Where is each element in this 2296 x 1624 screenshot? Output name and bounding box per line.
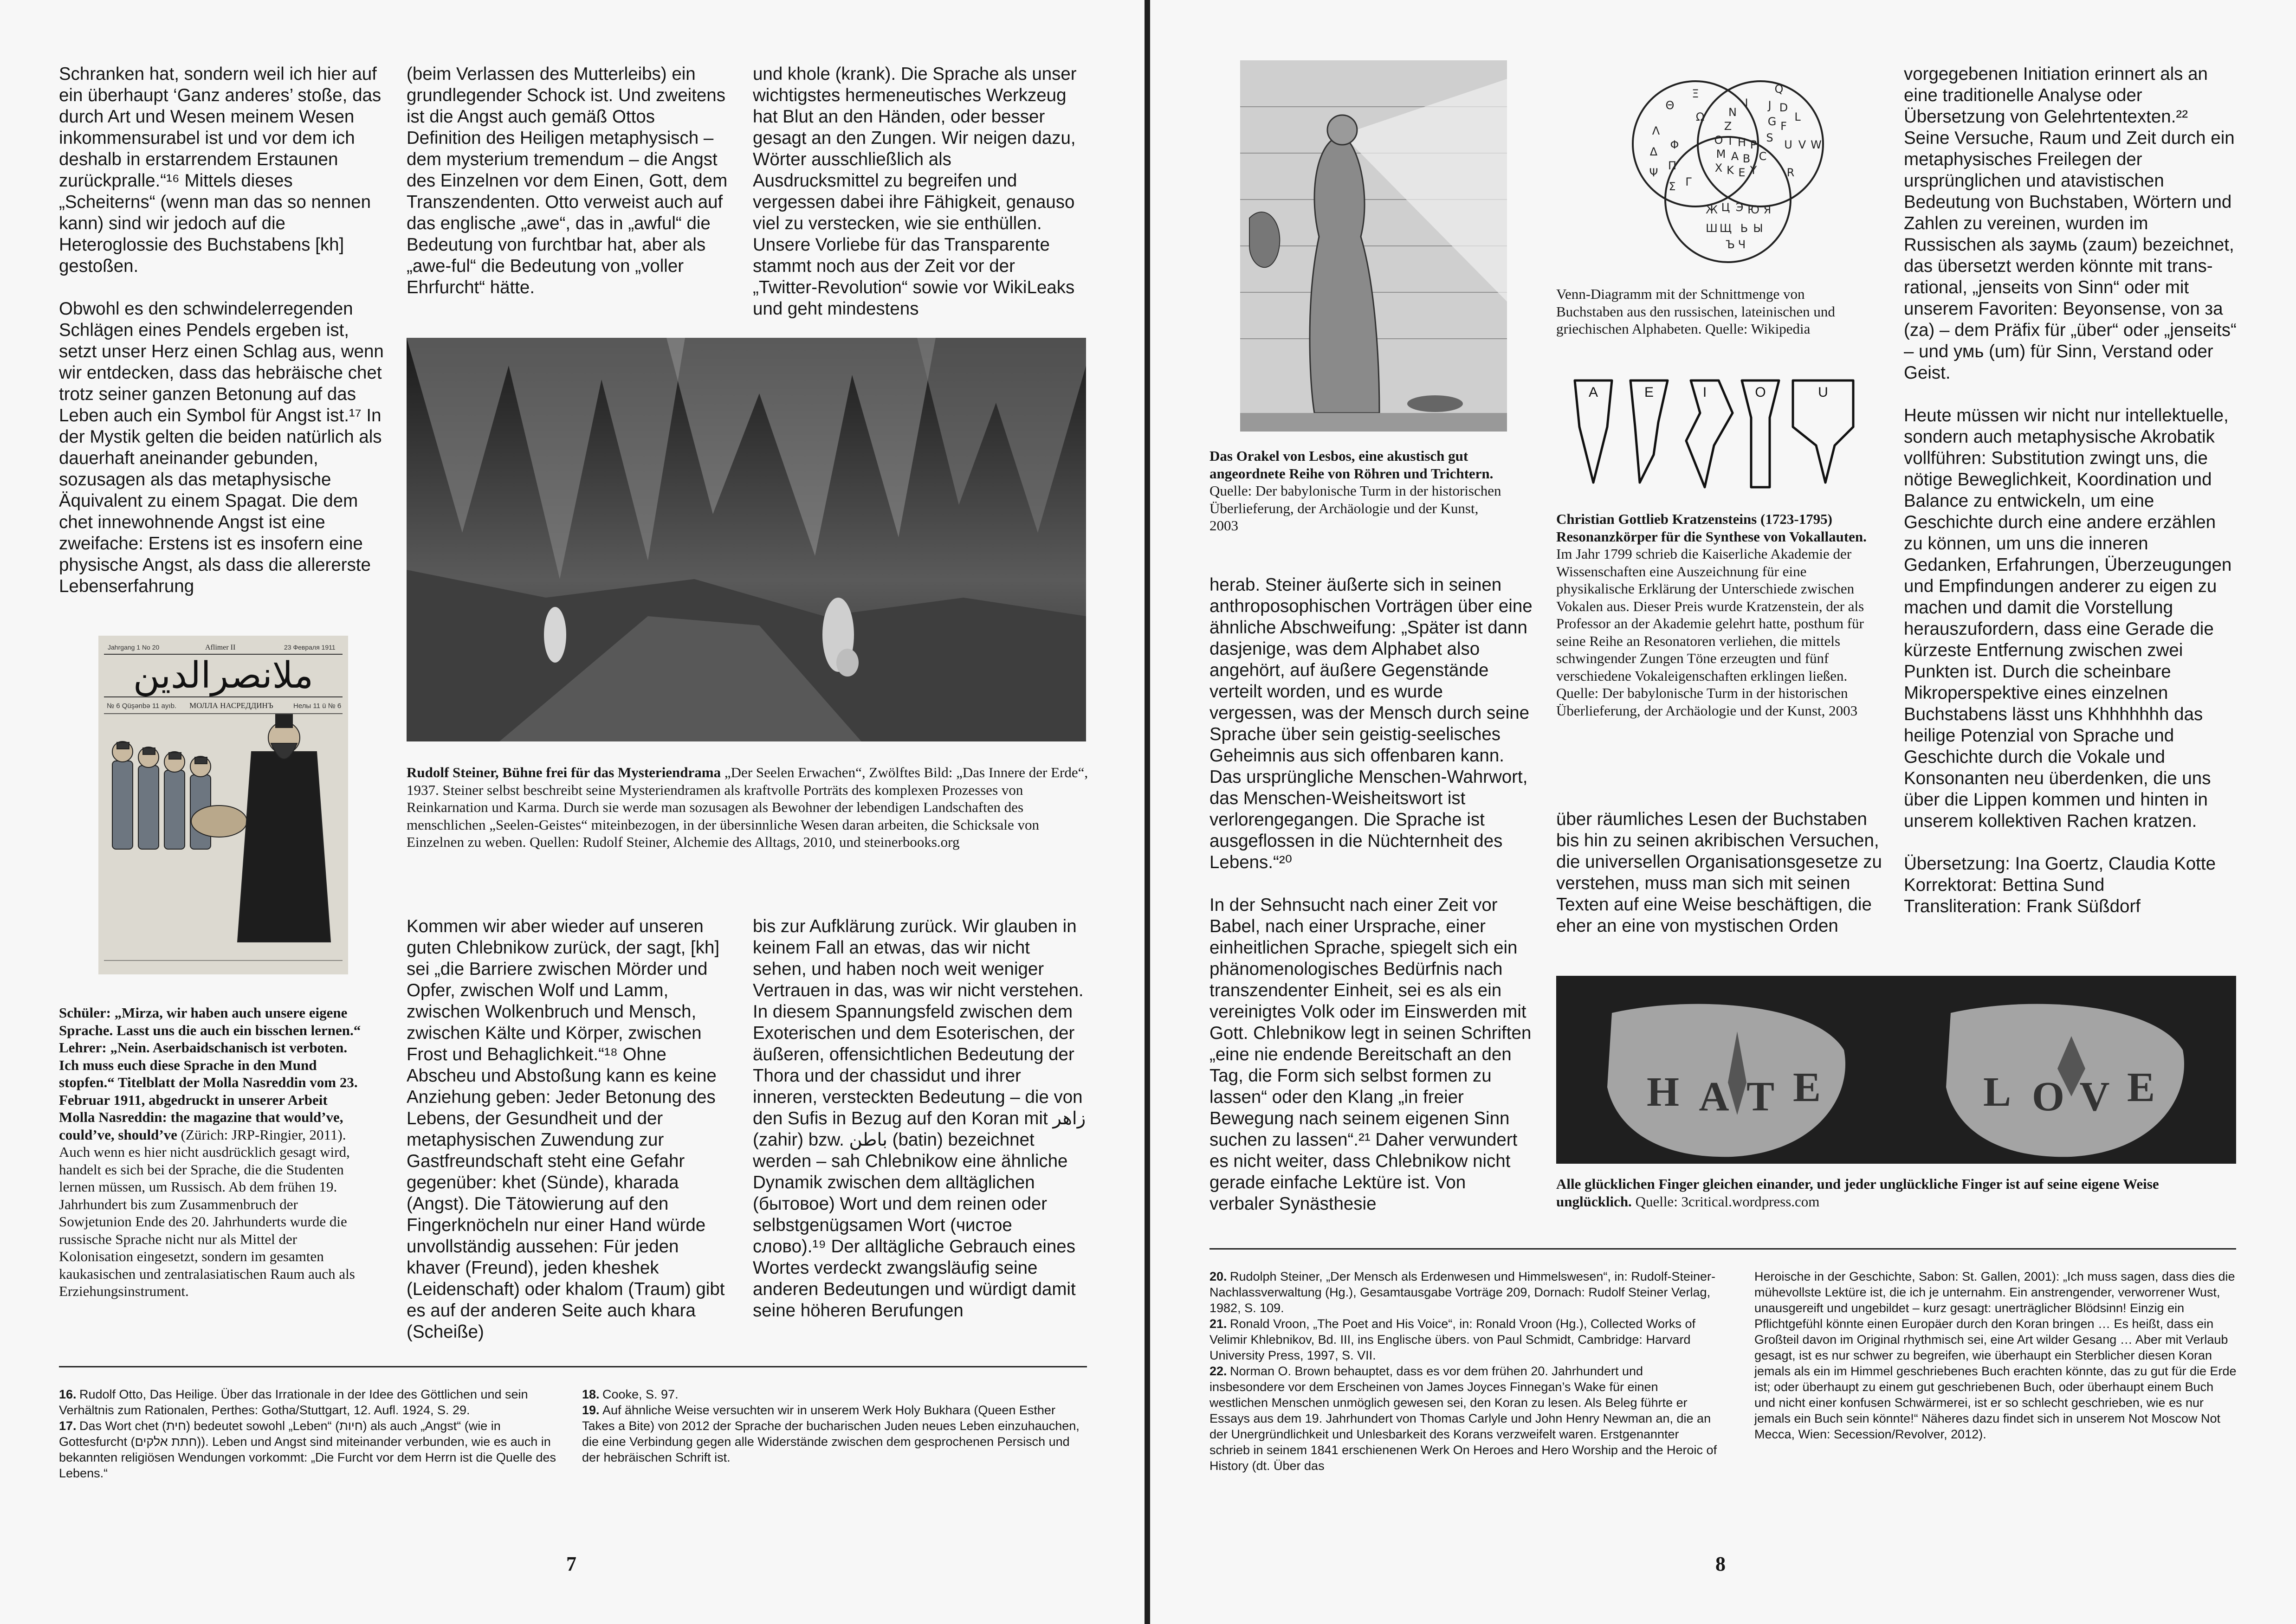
- venn-greek-letter: Ω: [1695, 110, 1705, 123]
- venn-greek-letter: Φ: [1670, 138, 1679, 151]
- right-column-1: [1209, 574, 1534, 1236]
- footnotes-left-col1: [59, 1386, 560, 1481]
- footnote-text: Das Wort chet (חית) bedeutet sowohl „Leben“ (חיות) als auch „Angst“ (wie in Gottesfurcht (חתת אלקים)). Leben und Angst sind miteinander verbunden, wie es auch in bekannten religiösen Wendungen vorkommt: „Die Furcht vor dem Herrn ist die Quelle des Lebens.“: [59, 1419, 556, 1480]
- venn-latin-letter: U: [1784, 138, 1792, 151]
- oracle-of-lesbos-engraving: [1240, 60, 1507, 432]
- venn-greek-letter: Δ: [1649, 145, 1658, 158]
- tattoo-letter: T: [1746, 1074, 1775, 1120]
- molla-nasreddin-cover-image: [98, 636, 348, 974]
- vowel-label: A: [1588, 385, 1598, 400]
- venn-latin-letter: V: [1798, 138, 1806, 151]
- venn-latin-letter: S: [1766, 131, 1773, 144]
- footnote-text: Ronald Vroon, „The Poet and His Voice“, in: Ronald Vroon (Hg.), Collected Works of Velimir Khlebnikov, Bd. III, ins Englische übers. von Paul Schmidt, Cambridge: Harvard University Press, 1997, S. VII.: [1209, 1317, 1695, 1362]
- right-column-2: [1556, 809, 1890, 958]
- venn-greek-letter: Λ: [1652, 124, 1660, 137]
- venn-greek-letter: Π: [1668, 159, 1677, 172]
- paragraph: herab. Steiner äußerte sich in seinen anthroposophischen Vorträgen über eine ähnliche Abschweifung: „Später ist dann dasjenige, was dem Alphabet also angehört, auf äußere Gegenstände verteilt worden, und es wurde vergessen, was der Mensch durch seine Sprache über sein geistig-seelisches Geheimnis aus sich offenbaren kann. Das ursprüngliche Menschen-Wahrwort, das Menschen-Weisheitswort ist verlorengegangen. Die Sprache ist ausgeflossen in die Nüchternheit des Lebens.“²⁰: [1209, 575, 1533, 872]
- vowel-label: O: [1755, 385, 1766, 400]
- venn-center-letter: Y: [1750, 164, 1757, 177]
- caption-text: Quelle: Der babylonische Turm in der historischen Überlieferung, der Archäologie und der Kunst, 2003: [1209, 483, 1501, 534]
- venn-latin-letter: W: [1811, 138, 1822, 151]
- masthead-arabic-title: ملانصرالدين: [133, 655, 314, 696]
- venn-latin-letter: F: [1780, 120, 1787, 133]
- venn-greek-letter: Θ: [1665, 99, 1675, 112]
- left-page: [0, 0, 1146, 1624]
- caption-bold: Christian Gottlieb Kratzensteins (1723-1795) Resonanzkörper für die Synthese von Vokallauten.: [1556, 511, 1867, 545]
- venn-center-letter: X: [1714, 161, 1723, 174]
- tattoo-letter: V: [2079, 1074, 2110, 1120]
- venn-latin-letter: Q: [1774, 83, 1784, 96]
- paragraph: vorgegebenen Initiation erinnert als an eine traditionelle Analyse oder Übersetzung von Gelehrtentexten.²² Seine Versuche, Raum und Zeit durch ein metaphysisches Freilegen der ursprünglichen und atavistischen Bedeutung von Buchstaben, Wörtern und Zahlen zu vereinen, wurden im Russischen als заумь (zaum) bezeichnet, das übersetzt werden könnte mit trans-rational, „jenseits von Sinn“ oder mit unserem Favoriten: Beyonsense, von за (za) – dem Präfix für „über“ oder „jenseits“ – und умь (um) für Sinn, Verstand oder Geist.: [1904, 64, 2237, 383]
- venn-greek-letter: Ξ: [1692, 87, 1699, 100]
- caption-steiner: [407, 764, 1089, 851]
- left-column-3-bottom: [753, 916, 1087, 1343]
- footnote-text: Auf ähnliche Weise versuchten wir in unserem Werk Holy Bukhara (Queen Esther Takes a Bite) von 2012 der Sprache der bucharischen Juden neues Leben einzuhauchen, die eine Verbindung gegen alle Widerstände zwischen dem gesprochenen Persisch und der hebräischen Schrift ist.: [582, 1403, 1080, 1464]
- tattoo-letter: E: [2127, 1064, 2155, 1110]
- page-number-left: 7: [566, 1553, 576, 1575]
- vowel-label: I: [1702, 385, 1707, 400]
- paragraph: bis zur Aufklärung zurück. Wir glauben in keinem Fall an etwas, das wir nicht sehen, und haben noch weit weniger Vertrauen in das, was wir nicht verstehen. In diesem Spannungsfeld zwischen dem Exoterischen und dem Esoterischen, der äußeren, offensichtlichen Bedeutung der Thora und der chassidut und ihrer inneren, versteckten Bedeutung – die von den Sufis in Bezug auf den Koran mit زاهر (zahir) bzw. باطن (batin) bezeichnet werden – sah Chlebnikow eine ähnliche Dynamik zwischen dem alltäglichen (бытовое) Wort und dem reinen oder selbstgenügsamen Wort (чистое слово).¹⁹ Der alltägliche Gebrauch eines Wortes verdeckt zwangsläufig seine anderen Bedeutungen und würdigt damit seine höheren Berufungen: [753, 916, 1086, 1321]
- footnote-rule: [1209, 1248, 2236, 1250]
- tattoo-letter: O: [2031, 1074, 2065, 1120]
- footnote-text: Rudolph Steiner, „Der Mensch als Erdenwesen und Himmelswesen“, in: Rudolf-Steiner-Nachlassverwaltung (Hg.), Gesamtausgabe Vorträge 209, Dornach: Rudolf Steiner Verlag, 1982, S. 109.: [1209, 1270, 1715, 1315]
- caption-text: Venn-Diagramm mit der Schnittmenge von Buchstaben aus den russischen, lateinischen und griechischen Alphabeten. Quelle: Wikipedia: [1556, 286, 1835, 337]
- footnote-rule: [59, 1366, 1087, 1367]
- left-column-1-top: [59, 64, 384, 619]
- footnote-text: Rudolf Otto, Das Heilige. Über das Irrationale in der Idee des Göttlichen und sein Verhältnis zum Rationalen, Perthes: Gotha/Stuttgart, 12. Aufl. 1924, S. 29.: [59, 1387, 528, 1417]
- caption-bold: Rudolf Steiner, Bühne frei für das Mysteriendrama: [407, 764, 721, 780]
- vowel-label: E: [1644, 385, 1654, 400]
- kratzenstein-resonators-drawing: [1565, 371, 1863, 492]
- venn-center-letter: H: [1737, 136, 1746, 149]
- masthead-sub-right: Нелы 11 ü № 6: [293, 702, 342, 710]
- paragraph: über räumliches Lesen der Buchstaben bis hin zu seinen akribischen Versuchen, die universellen Organisationsgesetze zu verstehen, muss man sich mit seinen Texten auf eine Weise beschäftigen, die eher an eine von mystischen Orden: [1556, 809, 1882, 936]
- footnote-number: 22.: [1209, 1364, 1227, 1378]
- venn-center-letter: M: [1716, 148, 1726, 161]
- footnote-number: 20.: [1209, 1270, 1227, 1283]
- venn-latin-letter: G: [1767, 115, 1777, 128]
- caption-oracle-of-lesbos: [1209, 447, 1507, 535]
- venn-cyrillic-letter: Ю: [1747, 203, 1759, 216]
- caption-venn-diagram: [1556, 285, 1872, 338]
- venn-cyrillic-letter: Я: [1763, 203, 1772, 216]
- venn-cyrillic-letter: Ы: [1753, 222, 1763, 235]
- footnote-number: 16.: [59, 1387, 77, 1401]
- hate-love-knuckle-tattoo-photo: [1556, 976, 2236, 1164]
- venn-cyrillic-letter: Ъ: [1726, 238, 1735, 251]
- tattoo-letter: L: [1983, 1069, 2011, 1115]
- credit-translation: Übersetzung: Ina Goertz, Claudia Kotte: [1904, 854, 2216, 874]
- venn-cyrillic-letter: Щ: [1719, 222, 1732, 235]
- tattoo-letter: A: [1699, 1074, 1729, 1120]
- venn-center-letter: C: [1759, 150, 1767, 163]
- left-column-2-bottom: [407, 916, 731, 1364]
- masthead-sub-left: № 6 Qüşənbə 11 ayıb.: [107, 702, 177, 710]
- venn-cyrillic-letter: Ч: [1738, 238, 1746, 251]
- footnote-text: Cooke, S. 97.: [602, 1387, 679, 1401]
- venn-latin-letter: I: [1745, 97, 1748, 110]
- paragraph: Heute müssen wir nicht nur intellektuelle, sondern auch metaphysische Akrobatik vollführen: Substitution zwingt uns, die nötige Beweglichkeit, Koordination und Balance zu entwickeln, um eine Geschichte durch eine andere erzählen zu können, um uns die inneren Gedanken, Erfahrungen, Überzeugungen und Empfindungen anderer zu eigen zu machen und damit die Vorstellung herauszufordern, dass eine Gerade die kürzeste Entfernung zwischen zwei Punkten ist. Durch die scheinbare Mikroperspektive eines einzelnen Buchstabens lässt uns Khhhhhhh das heilige Potenzial von Sprache und Geschichte durch die Vokale und Konsonanten neu überdenken, die uns über die Lippen kommen und hinten in unserem kollektiven Rachen kratzen.: [1904, 406, 2232, 831]
- credit-proofreading: Korrektorat: Bettina Sund: [1904, 875, 2105, 895]
- venn-cyrillic-letter: Э: [1735, 201, 1744, 214]
- paragraph: und khole (krank). Die Sprache als unser wichtigstes hermeneutisches Werkzeug hat Blut an den Händen, oder besser gesagt an den Zungen. Wir neigen dazu, Wörter ausschließlich als Ausdrucksmittel zu begreifen und vergessen dabei ihre Fähigkeit, genauso viel zu verstecken, wie sie enthüllen. Unsere Vorliebe für das Transparente stammt noch aus der Zeit vor der „Twitter-Revolution“ sowie vor WikiLeaks und geht mindestens: [753, 64, 1077, 319]
- venn-latin-letter: L: [1794, 110, 1801, 123]
- venn-center-letter: T: [1727, 135, 1734, 148]
- paragraph: (beim Verlassen des Mutterleibs) ein grundlegender Schock ist. Und zweitens ist die Angst auch gemäß Ottos Definition des Heiligen metaphysisch – dem mysterium tremendum – die Angst des Einzelnen vor dem Einen, Gott, dem Transzendenten. Otto verweist auch auf das englische „awe“, das in „awful“ die Bedeutung von furchtbar hat, aber als „awe-ful“ die Bedeutung von „voller Ehrfurcht“ hätte.: [407, 64, 728, 297]
- venn-greek-letter: Σ: [1669, 180, 1676, 193]
- venn-center-letter: K: [1727, 164, 1734, 177]
- masthead-sub-center: МОЛЛА НАСРЕДДИНЪ: [189, 701, 273, 710]
- caption-bold: Alle glücklichen Finger gleichen einander, und jeder unglückliche Finger ist auf seine eigene Weise unglücklich.: [1556, 1176, 2159, 1210]
- venn-center-letter: P: [1750, 138, 1757, 151]
- left-column-3-top: [753, 64, 1078, 341]
- vowel-label: U: [1818, 385, 1828, 400]
- paragraph: Obwohl es den schwindelerregenden Schlägen eines Pendels ergeben ist, setzt unser Herz einen Schlag aus, wenn wir entdecken, dass das hebräische chet trotz seiner ganzen Betonung auf das Leben auch ein Symbol für Angst ist.¹⁷ In der Mystik gelten die beiden natürlich als dauerhaft aneinander gebunden, sozusagen als das metaphysische Äquivalent zu einem Spagat. Die dem chet innewohnende Angst ist eine zweifache: Erstens ist es insofern eine physische Angst, als dass die allererste Lebenserfahrung: [59, 299, 384, 596]
- venn-center-letter: B: [1742, 152, 1751, 165]
- footnote-number: 21.: [1209, 1317, 1227, 1331]
- footnote-text: Norman O. Brown behauptet, dass es vor dem frühen 20. Jahrhundert und insbesondere vor dem Erscheinen von James Joyces Finnegan’s Wake für einen westlichen Menschen unmöglich gewesen sei, den Koran zu lesen. Als Beleg führte er Essays aus dem 19. Jahrhundert von Thomas Carlyle und John Henry Newman an, die an der Unergründlichkeit und Unlesbarkeit des Korans verzweifelt waren. Erstgenannter schrieb in seinem 1841 erschienenen Werk On Heroes and Hero Worship and the Heroic of History (dt. Über das: [1209, 1364, 1717, 1473]
- tattoo-letter: E: [1792, 1064, 1821, 1110]
- caption-bold: Schüler: „Mirza, wir haben auch unsere eigene Sprache. Lasst uns die auch ein bisschen lernen.“ Lehrer: „Nein. Aserbaidschanisch ist verboten. Ich muss euch diese Sprache in den Mund stopfen.“ Titelblatt der Molla Nasreddin vom 23. Februar 1911, abgedruckt in unserer Arbeit Molla Nasreddin: the magazine that would’ve, could’ve, should’ve: [59, 1005, 361, 1143]
- footnote-continuation: Heroische in der Geschichte, Sabon: St. Gallen, 2001): „Ich muss sagen, dass dies die mühevollste Lektüre ist, die ich je unternahm. Ein anstrengender, verworrener Wust, unausgereift und ungebildet – kurz gesagt: unerträglicher Blödsinn! Einzig ein Pflichtgefühl könnte einen Europäer durch den Koran bringen … Es heißt, dass ein Großteil davon im Original rhythmisch sei, eine Art wilder Gesang … Aber mit Verlaub gesagt, ist es nur schwer zu begreifen, wie überhaupt ein Sterblicher diesen Koran jemals als ein im Himmel geschriebenes Buch erachten könnte, das zu gut für die Erde ist; oder überhaupt zu einem gut geschriebenen Buch, oder überhaupt einem Buch und nicht einer konfusen Schwärmerei, ist er so schlecht geschrieben, wie es nur jemals ein Buch sein könnte!“ Näheres dazu findet sich in unserem Not Moscow Not Mecca, Wien: Secession/Revolver, 2012).: [1754, 1270, 2237, 1441]
- caption-tattoo: [1556, 1175, 2229, 1210]
- caption-text: Quelle: 3critical.wordpress.com: [1631, 1193, 1820, 1210]
- footnotes-right-col1: [1209, 1269, 1720, 1474]
- venn-cyrillic-letter: Ь: [1740, 222, 1748, 235]
- venn-latin-letter: Z: [1724, 120, 1732, 133]
- footnote-number: 18.: [582, 1387, 600, 1401]
- venn-center-letter: E: [1738, 166, 1746, 179]
- paragraph: Kommen wir aber wieder auf unseren guten Chlebnikow zurück, der sagt, [kh] sei „die Barriere zwischen Mörder und Opfer, zwischen Wolf und Lamm, zwischen Wolkenbruch und Mensch, zwischen Kälte und Körper, zwischen Frost und Behaglichkeit.“¹⁸ Ohne Abscheu und Abstoßung kann es keine Anziehung geben: Jeder Betonung des Lebens, der Gesundheit und der metaphysischen Zuwendung zur Gastfreundschaft steht eine Gefahr gegenüber: khet (Sünde), kharada (Angst). Die Tätowierung auf den Fingerknöcheln nur einer Hand würde unvollständig aussehen: Für jeden khaver (Freund), jeden kheshek (Leidenschaft) oder khalom (Traum) gibt es auf der anderen Seite auch khara (Scheiße): [407, 916, 725, 1342]
- footnote-number: 17.: [59, 1419, 77, 1433]
- steiner-mystery-drama-photo: [407, 338, 1086, 741]
- venn-latin-letter: J: [1768, 99, 1772, 112]
- venn-latin-letter: N: [1728, 106, 1737, 119]
- left-column-2-top: [407, 64, 731, 320]
- venn-center-letter: A: [1731, 150, 1739, 163]
- paragraph: In der Sehnsucht nach einer Zeit vor Babel, nach einer Ursprache, einer einheitlichen Sprache, spiegelt sich ein phänomenologisches Bedürfnis nach transzendenter Einheit, sei es als ein vereinigtes Volk oder im Einswerden mit Gott. Chlebnikow legt in seinen Schriften „eine nie endende Bereitschaft an den Tag, die Form sich selbst formen zu lassen“ oder den Klang „in freier Bewegung nach seinem eigenen Sinn suchen zu lassen“.²¹ Daher verwundert es nicht weiter, dass Chlebnikow nicht gerade einfache Lektüre ist. Von verbaler Synästhesie: [1209, 895, 1532, 1214]
- venn-cyrillic-letter: Ж: [1706, 203, 1718, 216]
- venn-greek-letter: Γ: [1685, 175, 1692, 188]
- masthead-small-right: 23 Февраля 1911: [284, 644, 336, 651]
- venn-center-letter: O: [1714, 134, 1723, 147]
- paragraph: Schranken hat, sondern weil ich hier auf ein überhaupt ‘Ganz anderes’ stoße, das durch Art und Wesen meinem Wesen inkommensurabel ist und vor dem ich deshalb in erstarrendem Erstaunen zurückpralle.“¹⁶ Mittels dieses „Scheiterns“ (wenn man das so nennen kann) sind wir jedoch auf die Heteroglossie des Buchstabens [kh] gestoßen.: [59, 64, 382, 276]
- venn-cyrillic-letter: Ц: [1721, 201, 1730, 214]
- caption-kratzenstein: [1556, 510, 1881, 719]
- caption-text: „Der Seelen Erwachen“, Zwölftes Bild: „Das Innere der Erde“, 1937. Steiner selbst beschreibt seine Mysteriendramen als kraftvolle Porträts des komplexen Prozesses von Reinkarnation und Karma. Durch sie werde man sozusagen als Bewohner der lebendigen Landschaften des menschlichen „Seelen-Geistes“ miteinbezogen, in der übersinnliche Wesen daran arbeiten, die Schicksale von Einzelnen zu weben. Quellen: Rudolf Steiner, Alchemie des Alltags, 2010, und steinerbooks.org: [407, 764, 1088, 850]
- venn-greek-letter: Ψ: [1649, 166, 1658, 179]
- alphabet-venn-diagram: [1619, 65, 1837, 278]
- venn-latin-letter: R: [1786, 166, 1795, 179]
- footnote-number: 19.: [582, 1403, 600, 1417]
- masthead-small-left: Jahrgang 1 No 20: [108, 644, 160, 651]
- caption-text: Im Jahr 1799 schrieb die Kaiserliche Akademie der Wissenschaften eine Auszeichnung für eine physikalische Erklärung der Unterschiede zwischen Vokalen aus. Dieser Preis wurde Kratzenstein, der als Professor an der Akademie gelehrt hatte, posthum für seine Reihe an Resonatoren verliehen, die mittels schwingender Zungen Töne erzeugten und fünf verschiedene Vokaleigenschaften erklingen ließen. Quelle: Der babylonische Turm in der historischen Überlieferung, der Archäologie und der Kunst, 2003: [1556, 546, 1864, 719]
- right-column-3: [1904, 64, 2238, 917]
- tattoo-letter: H: [1646, 1069, 1680, 1115]
- masthead-small-center: Aflimer II: [205, 644, 236, 651]
- caption-bold: Das Orakel von Lesbos, eine akustisch gut angeordnete Reihe von Röhren und Trichtern.: [1209, 448, 1494, 482]
- credit-transliteration: Transliteration: Frank Süßdorf: [1904, 896, 2141, 916]
- right-page: [1150, 0, 2296, 1624]
- venn-latin-letter: D: [1779, 101, 1788, 114]
- footnotes-right-col2: [1754, 1269, 2237, 1442]
- footnotes-left-col2: [582, 1386, 1086, 1465]
- page-number-right: 8: [1715, 1553, 1726, 1575]
- venn-cyrillic-letter: Ш: [1706, 222, 1718, 235]
- caption-molla-nasreddin: [59, 1004, 365, 1300]
- caption-text: (Zürich: JRP-Ringier, 2011). Auch wenn es hier nicht ausdrücklich gesagt wird, handelt es sich bei der Sprache, die die Studenten lernen müssen, um Russisch. Ab dem frühen 19. Jahrhundert bis zum Zusammenbruch der Sowjetunion Ende des 20. Jahrhunderts wurde die russische Sprache nicht nur als Mittel der Kolonisation eingesetzt, sondern im gesamten kaukasischen und zentralasiatischen Raum auch als Erziehungsinstrument.: [59, 1126, 355, 1299]
